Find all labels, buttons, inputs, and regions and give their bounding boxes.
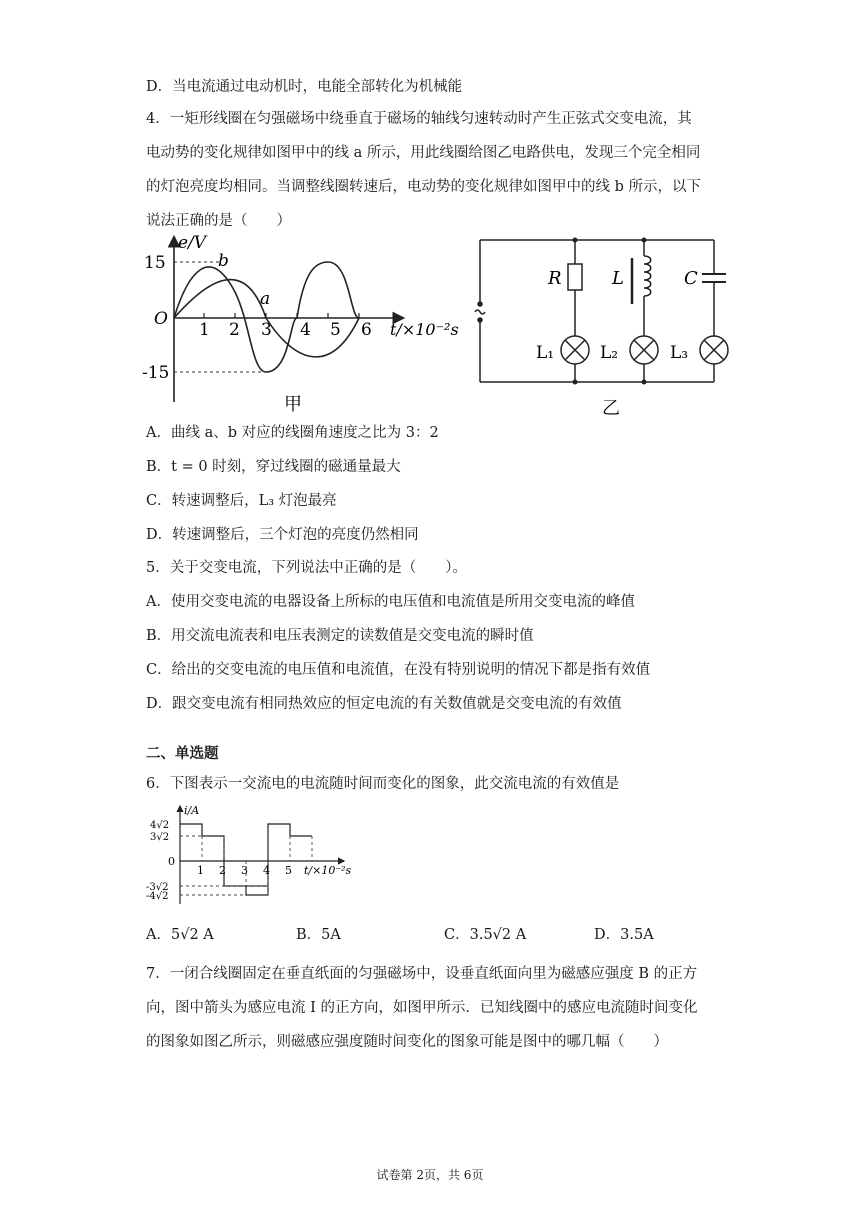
y-bottom-label: -15 (142, 363, 170, 383)
page-footer: 试卷第 2页，共 6页 (376, 1168, 484, 1182)
q6-figure (144, 800, 364, 910)
q4-figure-jia (140, 232, 460, 412)
x-tick-6: 6 (361, 320, 372, 340)
q6-option-c-letter: C． (444, 927, 470, 943)
q6-x-tick-4: 4 (263, 864, 270, 877)
q5-option-b: B．用交流电流表和电压表测定的读数值是交变电流的瞬时值 (146, 628, 534, 644)
y-axis-label: e/V (178, 233, 207, 253)
x-tick-2: 2 (229, 320, 240, 340)
q6-x-tick-2: 2 (219, 864, 226, 877)
q6-x-axis-label: t/×10⁻²s (304, 864, 352, 877)
q6-option-b-value: 5A (321, 927, 341, 943)
q6-option-d-value: 3.5A (620, 927, 654, 943)
figure-caption-jia: 甲 (284, 394, 302, 412)
q6-option-b-letter: B． (296, 927, 322, 943)
label-l3: L₃ (670, 343, 689, 363)
q4-stem-line-1: 4．一矩形线圈在匀强磁场中绕垂直于磁场的轴线匀速转动时产生正弦式交变电流，其 (146, 111, 692, 127)
q6-x-tick-5: 5 (285, 864, 292, 877)
q4-option-d: D．转速调整后，三个灯泡的亮度仍然相同 (146, 527, 419, 543)
q6-option-c-value: 3.5√2 A (469, 927, 527, 943)
q6-origin: 0 (168, 855, 175, 868)
q6-option-c (444, 925, 526, 945)
q6-option-a-letter: A． (146, 927, 171, 943)
q3-option-d: D．当电流通过电动机时，电能全部转化为机械能 (146, 79, 463, 95)
label-l: L (612, 268, 624, 289)
q6-option-a-value: 5√2 A (170, 927, 214, 943)
q4-stem-line-3: 的灯泡亮度均相同。当调整线圈转速后，电动势的变化规律如图甲中的线 b 所示，以下 (146, 179, 701, 195)
q6-y-axis-label: i/A (184, 804, 200, 817)
x-tick-3: 3 (261, 320, 272, 340)
q6-option-b (296, 925, 341, 945)
q6-x-tick-3: 3 (241, 864, 248, 877)
q6-y-tick-3r2: 3√2 (150, 832, 170, 843)
q5-option-d: D．跟交变电流有相同热效应的恒定电流的有关数值就是交变电流的有效值 (146, 696, 622, 712)
label-l1: L₁ (536, 343, 555, 363)
section-heading: 二、单选题 (146, 746, 219, 762)
q5-option-a: A．使用交变电流的电器设备上所标的电压值和电流值是所用交变电流的峰值 (146, 594, 635, 610)
inductor-l (644, 256, 651, 296)
origin-label: O (154, 309, 168, 329)
x-axis-label: t/×10⁻²s (390, 320, 459, 339)
label-r: R (548, 268, 562, 289)
q4-option-c: C．转速调整后，L₃ 灯泡最亮 (146, 493, 337, 509)
q6-waveform (180, 824, 312, 895)
x-tick-5: 5 (330, 320, 341, 340)
q4-option-a: A．曲线 a、b 对应的线圈角速度之比为 3：2 (146, 425, 439, 441)
q5-stem: 5．关于交变电流，下列说法中正确的是（ ）。 (146, 560, 467, 576)
curve-a-label: a (260, 289, 271, 309)
q5-option-c: C．给出的交变电流的电压值和电流值，在没有特别说明的情况下都是指有效值 (146, 662, 651, 678)
q6-x-tick-1: 1 (197, 864, 204, 877)
q6-y-tick-m3r2: -3√2 (146, 882, 169, 893)
q6-stem: 6．下图表示一交流电的电流随时间而变化的图象，此交流电流的有效值是 (146, 776, 620, 792)
q6-y-tick-4r2: 4√2 (150, 820, 170, 831)
q6-option-a (146, 925, 214, 945)
q6-option-d-letter: D． (594, 927, 621, 943)
label-l2: L₂ (600, 343, 619, 363)
x-tick-1: 1 (199, 320, 210, 340)
curve-b-label: b (218, 251, 229, 271)
q6-y-tick-m4r2: -4√2 (146, 891, 169, 902)
x-tick-4: 4 (300, 320, 311, 340)
y-top-label: 15 (144, 253, 166, 273)
q4-option-b: B．t = 0 时刻，穿过线圈的磁通量最大 (146, 459, 401, 475)
label-c: C (684, 268, 698, 289)
q4-stem-line-2: 电动势的变化规律如图甲中的线 a 所示，用此线圈给图乙电路供电，发现三个完全相同 (146, 145, 701, 161)
q7-stem-line-1: 7．一闭合线圈固定在垂直纸面的匀强磁场中，设垂直纸面向里为磁感应强度 B 的正方 (146, 966, 698, 982)
q4-stem-line-4: 说法正确的是（ ） (146, 213, 291, 229)
figure-caption-yi: 乙 (602, 398, 620, 419)
q7-stem-line-2: 向，图中箭头为感应电流 I 的正方向，如图甲所示．已知线圈中的感应电流随时间变化 (146, 1000, 698, 1016)
resistor-r (568, 264, 582, 290)
q6-option-d (594, 925, 654, 945)
q4-figure-yi (462, 232, 742, 422)
q7-stem-line-3: 的图象如图乙所示，则磁感应强度随时间变化的图象可能是图中的哪几幅（ ） (146, 1034, 668, 1050)
